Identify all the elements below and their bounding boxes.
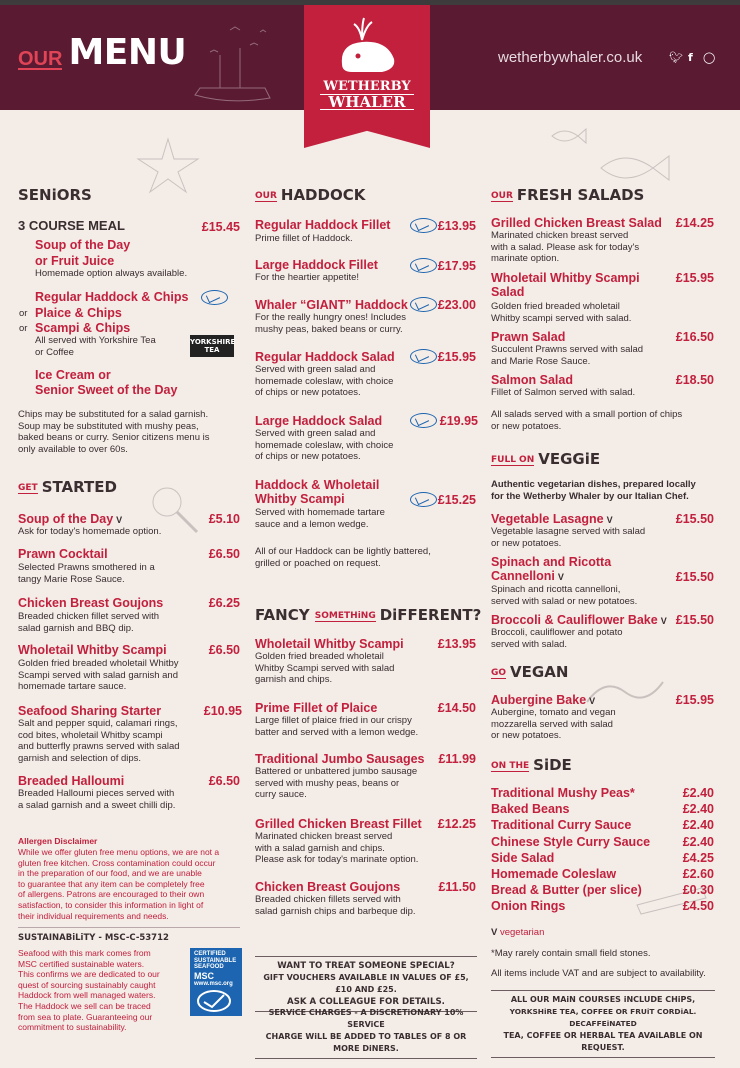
salad-item-desc — [491, 344, 643, 367]
desc-line: Succulent Prawns served with salad — [491, 344, 644, 355]
veggie-heading — [491, 450, 600, 468]
side-item-name: Traditional Mushy Peas* — [491, 786, 635, 800]
vegan-heading — [491, 663, 568, 681]
desc-line: Battered or unbattered jumbo sausage — [255, 766, 418, 777]
desc-line: Whitby Scampi served with salad — [255, 662, 395, 674]
desc-line: homemade tartare sauce. — [18, 681, 127, 693]
fancy-item-desc — [255, 715, 418, 738]
fancy-title-1: FANCY — [255, 606, 310, 624]
seniors-main-desc-1: All served with Yorkshire Tea — [35, 335, 156, 346]
side-item-name: Baked Beans — [491, 802, 570, 816]
desc-line: or new potatoes. — [491, 537, 562, 549]
seniors-starter: Soup of the Day — [35, 238, 131, 252]
haddock-item-desc: For the heartier appetite! — [255, 272, 360, 283]
service-line: CHARGE WiLL BE ADDED TO TABLES OF 8 OR MORE DiNERS. — [265, 1032, 467, 1053]
item-name-line: Salad — [491, 285, 525, 299]
note-line: All salads served with a small portion of chips — [491, 409, 683, 420]
logo-text — [320, 80, 414, 110]
seniors-note — [18, 409, 210, 455]
salads-note — [491, 409, 682, 432]
seniors-note-line: Chips may be substituted for a salad garnish. — [18, 409, 209, 420]
seniors-note-line: only available to over 60s. — [18, 443, 128, 455]
piranha-sketch-icon — [595, 148, 675, 188]
yorkshire-tea-logo — [190, 335, 234, 357]
badge-line: SUSTAINABLE — [194, 957, 237, 964]
allergen-line: While we offer gluten free menu options, we are not a — [18, 847, 220, 857]
desc-line: Aubergine, tomato and vegan — [491, 707, 616, 718]
seniors-meal: 3 COURSE MEAL — [18, 218, 125, 233]
desc-line: batter and served with a lemon wedge. — [255, 726, 419, 738]
vegetarian-icon: V — [606, 515, 613, 525]
desc-line: curry sauce. — [255, 789, 307, 801]
badge-line: SEAFOOD — [194, 964, 224, 970]
fancy-item-name: Wholetail Whitby Scampi — [255, 637, 404, 651]
started-item-price: £6.50 — [208, 643, 240, 657]
veggie-item-name — [491, 512, 613, 526]
haddock-item-name: Large Haddock Salad — [255, 414, 383, 428]
desc-line: Marinated chicken breast served — [491, 230, 629, 241]
fancy-heading — [255, 606, 481, 624]
fancy-item-desc — [255, 894, 416, 917]
intro-line: Authentic vegetarian dishes, prepared locally — [491, 479, 696, 490]
seniors-or-1: or — [19, 308, 28, 319]
msc-badge — [190, 948, 242, 1016]
desc-line: Marinated chicken breast served — [255, 831, 393, 842]
haddock-note — [255, 546, 431, 569]
sustainability-text — [18, 948, 160, 1033]
salad-item-price: £18.50 — [675, 373, 714, 387]
veggie-prefix: FULL ON — [491, 454, 535, 465]
stones-note: *May rarely contain small field stones. — [491, 948, 651, 959]
salad-item-desc: Fillet of Salmon served with salad. — [491, 387, 636, 398]
seniors-dessert-2: Senior Sweet of the Day — [35, 383, 178, 397]
haddock-item-price: £17.95 — [437, 259, 476, 273]
salad-item-name: Grilled Chicken Breast Salad — [491, 216, 662, 230]
side-item-price: £2.40 — [682, 818, 714, 832]
voucher-line: GIFT VOUCHERS AVAILABLE IN VALUES OF £5, £10 AND £25. — [263, 973, 469, 994]
desc-line: served with salad or new potatoes. — [491, 595, 638, 607]
desc-line: served with salad. — [491, 638, 568, 650]
veggie-item-desc — [491, 526, 645, 549]
side-item-name: Onion Rings — [491, 899, 566, 913]
fancy-item-name: Chicken Breast Goujons — [255, 880, 401, 894]
note-line: grilled or poached on request. — [255, 557, 381, 569]
item-name-line: Haddock & Wholetail — [255, 478, 380, 492]
logo-line-2: WHALER — [320, 94, 414, 110]
sustainability-line: Seafood with this mark comes from — [18, 948, 151, 958]
allergen-line: gluten free kitchen. Cross contamination could occur — [18, 857, 216, 868]
menu-title-main: MENU — [68, 32, 187, 73]
item-name-text: Aubergine Bake — [491, 693, 587, 707]
haddock-item-desc — [255, 428, 393, 463]
started-item-name: Wholetail Whitby Scampi — [18, 643, 167, 657]
desc-line: Golden fried breaded wholetail — [255, 651, 384, 662]
veggie-item-price: £15.50 — [675, 512, 714, 526]
fancy-title-mid: SOMETHiNG — [314, 610, 376, 621]
desc-line: homemade coleslaw, with choice — [255, 439, 394, 451]
item-name-line: Whitby Scampi — [255, 492, 345, 506]
haddock-item-price: £23.00 — [437, 298, 476, 312]
salad-item-price: £14.25 — [675, 216, 714, 230]
seniors-starter-desc: Homemade option always available. — [35, 268, 188, 279]
salad-item-price: £16.50 — [675, 330, 714, 344]
side-item-price: £0.30 — [682, 883, 714, 897]
allergen-title: Allergen Disclaimer — [18, 836, 98, 846]
desc-line: Vegetable lasagne served with salad — [491, 526, 646, 537]
haddock-item-name: Regular Haddock Salad — [255, 350, 395, 364]
desc-line: with a salad. Please ask for today's — [491, 241, 640, 253]
seniors-starter-2: or Fruit Juice — [35, 254, 115, 268]
item-name-text: Broccoli & Cauliflower Bake — [491, 613, 658, 627]
started-item-desc — [18, 562, 155, 585]
started-item-name: Breaded Halloumi — [18, 774, 125, 788]
vegetarian-icon: V — [116, 515, 123, 525]
item-name-text: Soup of the Day — [18, 512, 114, 526]
side-item-name: Side Salad — [491, 851, 555, 865]
side-item-name: Homemade Coleslaw — [491, 867, 617, 881]
started-item-price: £10.95 — [203, 704, 242, 718]
msc-fish-icon — [201, 290, 228, 305]
haddock-item-name: Large Haddock Fillet — [255, 258, 378, 272]
fancy-item-name: Traditional Jumbo Sausages — [255, 752, 425, 766]
side-item-price: £2.40 — [682, 802, 714, 816]
veggie-item-price: £15.50 — [675, 613, 714, 627]
vegan-item-desc — [491, 707, 616, 742]
salads-title: FRESH SALADS — [516, 186, 645, 204]
tea-logo-line-1: YORKSHIRE — [190, 338, 236, 346]
haddock-item-name: Regular Haddock Fillet — [255, 218, 391, 232]
started-item-name: Prawn Cocktail — [18, 547, 108, 561]
fancy-item-price: £11.50 — [438, 880, 476, 894]
note-line: All of our Haddock can be lightly battered, — [255, 546, 431, 557]
started-prefix: GET — [18, 482, 38, 493]
haddock-item-name — [255, 478, 379, 506]
mains-line: TEA, COFFEE OR HERBAL TEA AVAiLABLE ON REQUEST. — [503, 1031, 703, 1052]
haddock-heading — [255, 186, 365, 204]
sustainability-line: from sea to plate. Guaranteeing our — [18, 1011, 153, 1022]
vegan-title: VEGAN — [510, 663, 569, 681]
salad-item-price: £15.95 — [675, 271, 714, 285]
sustainability-line: This confirms we are dedicated to our — [18, 969, 160, 980]
started-item-name: Chicken Breast Goujons — [18, 596, 164, 610]
salad-item-name: Salmon Salad — [491, 373, 573, 387]
desc-line: and Marie Rose Sauce. — [491, 355, 591, 367]
salad-item-desc — [491, 230, 639, 265]
service-line: SERViCE CHARGES - A DiSCRETiONARY 10% SERViCE — [268, 1008, 464, 1029]
side-item-price: £4.25 — [682, 851, 714, 865]
started-item-desc — [18, 658, 179, 693]
haddock-prefix: OUR — [255, 190, 277, 201]
sustainability-line: commitment to sustainability. — [18, 1022, 127, 1033]
allergen-line: to guarantee that any item can be completely free — [18, 878, 205, 889]
side-item-price: £2.40 — [682, 835, 714, 849]
item-name-line: Spinach and Ricotta — [491, 555, 612, 569]
veggie-intro — [491, 479, 696, 502]
allergen-line: of allergens. Patrons are encouraged to their own — [18, 889, 205, 900]
veggie-item-name — [491, 613, 667, 627]
main-courses-box — [491, 990, 715, 1058]
divider — [18, 927, 240, 928]
vegetarian-label: vegetarian — [499, 927, 545, 938]
instagram-icon[interactable]: ◯ — [703, 51, 716, 64]
note-line: or new potatoes. — [491, 420, 562, 432]
desc-line: Salt and pepper squid, calamari rings, — [18, 718, 178, 729]
started-item-name: Seafood Sharing Starter — [18, 704, 162, 718]
seniors-or-2: or — [19, 323, 28, 334]
fancy-item-name: Prime Fillet of Plaice — [255, 701, 378, 715]
desc-line: sauce and a lemon wedge. — [255, 518, 369, 530]
desc-line: or new potatoes. — [491, 730, 562, 742]
vegetarian-key — [491, 927, 544, 939]
seniors-main-3: Scampi & Chips — [35, 321, 131, 335]
vegetarian-icon: V — [557, 572, 564, 582]
veggie-item-desc — [491, 627, 623, 650]
desc-line: of chips or new potatoes. — [255, 387, 361, 399]
haddock-item-price: £15.95 — [437, 350, 476, 364]
desc-line: Golden fried breaded wholetail Whitby — [18, 658, 179, 669]
desc-line: cod bites, wholetail Whitby scampi — [18, 729, 163, 741]
fish-sketch-icon — [548, 124, 588, 148]
haddock-item-desc — [255, 507, 385, 530]
fancy-item-desc — [255, 831, 418, 866]
desc-line: Large fillet of plaice fried in our crispy — [255, 715, 412, 726]
desc-line: tangy Marie Rose Sauce. — [18, 573, 125, 585]
sustainability-line: MSC certified sustainable waters. — [18, 958, 145, 969]
mains-line: ALL OUR MAiN COURSES iNCLUDE CHiPS, — [510, 995, 696, 1004]
facebook-icon[interactable]: f — [688, 51, 693, 64]
desc-line: Golden fried breaded wholetail — [491, 301, 620, 312]
side-title: SiDE — [533, 756, 572, 774]
rope-knot-sketch-icon — [585, 672, 665, 712]
logo-line-1: WETHERBY — [323, 79, 411, 94]
started-item-name — [18, 512, 122, 526]
desc-line: homemade coleslaw, with choice — [255, 375, 394, 387]
desc-line: with a salad garnish and chips. — [255, 842, 385, 854]
vat-note: All items include VAT and are subject to availability. — [491, 968, 706, 979]
sustainability-title: SUSTAINABiLiTY - MSC-C-53712 — [18, 933, 169, 943]
tea-logo-line-2: TEA — [204, 346, 220, 354]
desc-line: salad garnish and BBQ dip. — [18, 622, 134, 634]
desc-line: Spinach and ricotta cannelloni, — [491, 584, 621, 595]
haddock-item-desc — [255, 312, 406, 335]
voucher-line: ASK A COLLEAGUE FOR DETAILS. — [287, 997, 445, 1007]
veggie-item-price: £15.50 — [675, 570, 714, 584]
seniors-meal-price: £15.45 — [201, 220, 240, 234]
item-name-line: Cannelloni — [491, 569, 555, 583]
side-item-price: £2.60 — [682, 867, 714, 881]
badge-line: CERTIFIED — [194, 951, 226, 957]
desc-line: Breaded Halloumi pieces served with — [18, 788, 175, 799]
side-item-name: Traditional Curry Sauce — [491, 818, 632, 832]
item-name-text: Vegetable Lasagne — [491, 512, 604, 526]
started-item-price: £6.25 — [208, 596, 240, 610]
allergen-line: in the preparation of our food, and we are unable — [18, 868, 202, 879]
vegan-item-name — [491, 693, 595, 707]
fancy-item-name: Grilled Chicken Breast Fillet — [255, 817, 422, 831]
allergen-line: their individual requirements and needs. — [18, 910, 169, 921]
salad-item-name: Prawn Salad — [491, 330, 566, 344]
desc-line: Served with homemade tartare — [255, 507, 385, 518]
fancy-item-price: £11.99 — [438, 752, 476, 766]
vegan-item-price: £15.95 — [675, 693, 714, 707]
fancy-item-desc — [255, 651, 394, 686]
haddock-item-desc — [255, 364, 393, 399]
seniors-note-line: baked beans or curry. Senior citizens menu is — [18, 432, 210, 444]
side-item-name: Chinese Style Curry Sauce — [491, 835, 651, 849]
desc-line: Breaded chicken fillet served with — [18, 611, 159, 622]
salad-item-desc — [491, 301, 631, 324]
desc-line: garnish and chips. — [255, 674, 333, 686]
allergen-text — [18, 847, 219, 921]
menu-title — [18, 32, 187, 73]
haddock-item-name: Whaler “GIANT” Haddock — [255, 298, 408, 312]
desc-line: For the really hungry ones! Includes — [255, 312, 407, 323]
veggie-item-name — [491, 555, 611, 583]
fancy-title-2: DiFFERENT? — [379, 606, 482, 624]
started-heading — [18, 478, 117, 496]
started-item-price: £5.10 — [208, 512, 240, 526]
fancy-item-price: £14.50 — [437, 701, 476, 715]
service-charge-box — [255, 1004, 477, 1059]
seniors-main-desc-2: or Coffee — [35, 347, 74, 358]
seniors-main-2: Plaice & Chips — [35, 306, 122, 320]
vegetarian-icon: V — [589, 696, 596, 706]
started-item-desc — [18, 788, 175, 811]
twitter-icon[interactable]: 🐦︎ — [669, 51, 683, 64]
desc-line: Selected Prawns smothered in a — [18, 562, 155, 573]
desc-line: Whitby scampi served with salad. — [491, 312, 632, 324]
desc-line: a salad garnish and a sweet chilli dip. — [18, 799, 176, 811]
whale-logo-icon — [332, 14, 402, 82]
started-item-desc — [18, 611, 159, 634]
vegetarian-icon: V — [491, 927, 498, 938]
seniors-dessert-1: Ice Cream or — [35, 368, 111, 382]
side-heading — [491, 756, 572, 774]
haddock-title: HADDOCK — [280, 186, 366, 204]
seniors-main-1: Regular Haddock & Chips — [35, 290, 189, 304]
side-item-price: £2.40 — [682, 786, 714, 800]
boat-sketch-icon — [190, 10, 310, 110]
salads-heading — [491, 186, 644, 204]
seniors-note-line: Soup may be substituted with mushy peas, — [18, 420, 199, 432]
intro-line: for the Wetherby Whaler by our Italian Chef. — [491, 490, 689, 502]
desc-line: mushy peas, baked beans or curry. — [255, 323, 403, 335]
desc-line: marinate option. — [491, 253, 560, 265]
veggie-title: VEGGiE — [538, 450, 601, 468]
salad-item-name — [491, 271, 640, 299]
side-prefix: ON THE — [491, 760, 530, 771]
badge-line: www.msc.org — [194, 980, 233, 987]
allergen-line: satisfaction, to consider this information in light of — [18, 899, 204, 910]
badge-line: MSC — [194, 970, 214, 981]
fancy-item-price: £13.95 — [437, 637, 476, 651]
mains-line: YORKSHiRE TEA, COFFEE OR FRUiT CORDiAL. DECAFFEiNATED — [509, 1007, 697, 1028]
haddock-item-desc: Prime fillet of Haddock. — [255, 233, 353, 244]
haddock-item-price: £15.25 — [437, 493, 476, 507]
desc-line: mozzarella served with salad — [491, 718, 613, 730]
desc-line: Served with green salad and — [255, 364, 376, 375]
desc-line: of chips or new potatoes. — [255, 451, 361, 463]
side-item-name: Bread & Butter (per slice) — [491, 883, 642, 897]
started-item-desc — [18, 718, 180, 764]
desc-line: Scampi served with salad garnish and — [18, 669, 179, 681]
haddock-item-price: £13.95 — [437, 219, 476, 233]
seniors-heading: SENiORS — [18, 186, 92, 204]
sustainability-line: The Haddock we sell can be traced — [18, 1000, 151, 1011]
website-link[interactable]: wetherbywhaler.co.uk — [498, 49, 643, 66]
started-item-desc: Ask for today's homemade option. — [18, 526, 162, 537]
desc-line: Please ask for today's marinate option. — [255, 854, 419, 866]
desc-line: Served with green salad and — [255, 428, 376, 439]
started-item-price: £6.50 — [208, 774, 240, 788]
haddock-item-price: £19.95 — [439, 414, 478, 428]
voucher-line: WANT TO TREAT SOMEONE SPECIAL? — [277, 961, 455, 971]
vegan-prefix: GO — [491, 667, 507, 678]
desc-line: Broccoli, cauliflower and potato — [491, 627, 623, 638]
starfish-sketch-icon — [128, 134, 208, 194]
fancy-item-price: £12.25 — [437, 817, 476, 831]
menu-title-prefix: OUR — [18, 48, 63, 70]
started-title: STARTED — [41, 478, 117, 496]
desc-line: and butterfly prawns served with salad — [18, 741, 180, 753]
fancy-item-desc — [255, 766, 417, 801]
side-item-price: £4.50 — [682, 899, 714, 913]
sustainability-line: quest of sourcing sustainably caught — [18, 979, 156, 990]
desc-line: Breaded chicken fillets served with — [255, 894, 401, 905]
salads-prefix: OUR — [491, 190, 513, 201]
item-name-line: Wholetail Whitby Scampi — [491, 271, 640, 285]
desc-line: salad garnish chips and barbeque dip. — [255, 905, 416, 917]
desc-line: garnish and selection of dips. — [18, 752, 142, 764]
vegetarian-icon: V — [660, 616, 667, 626]
veggie-item-desc — [491, 584, 637, 607]
msc-fish-icon — [194, 987, 234, 1013]
started-item-price: £6.50 — [208, 547, 240, 561]
sustainability-line: Haddock from well managed waters. — [18, 990, 156, 1001]
desc-line: served with mushy peas, beans or — [255, 777, 400, 789]
